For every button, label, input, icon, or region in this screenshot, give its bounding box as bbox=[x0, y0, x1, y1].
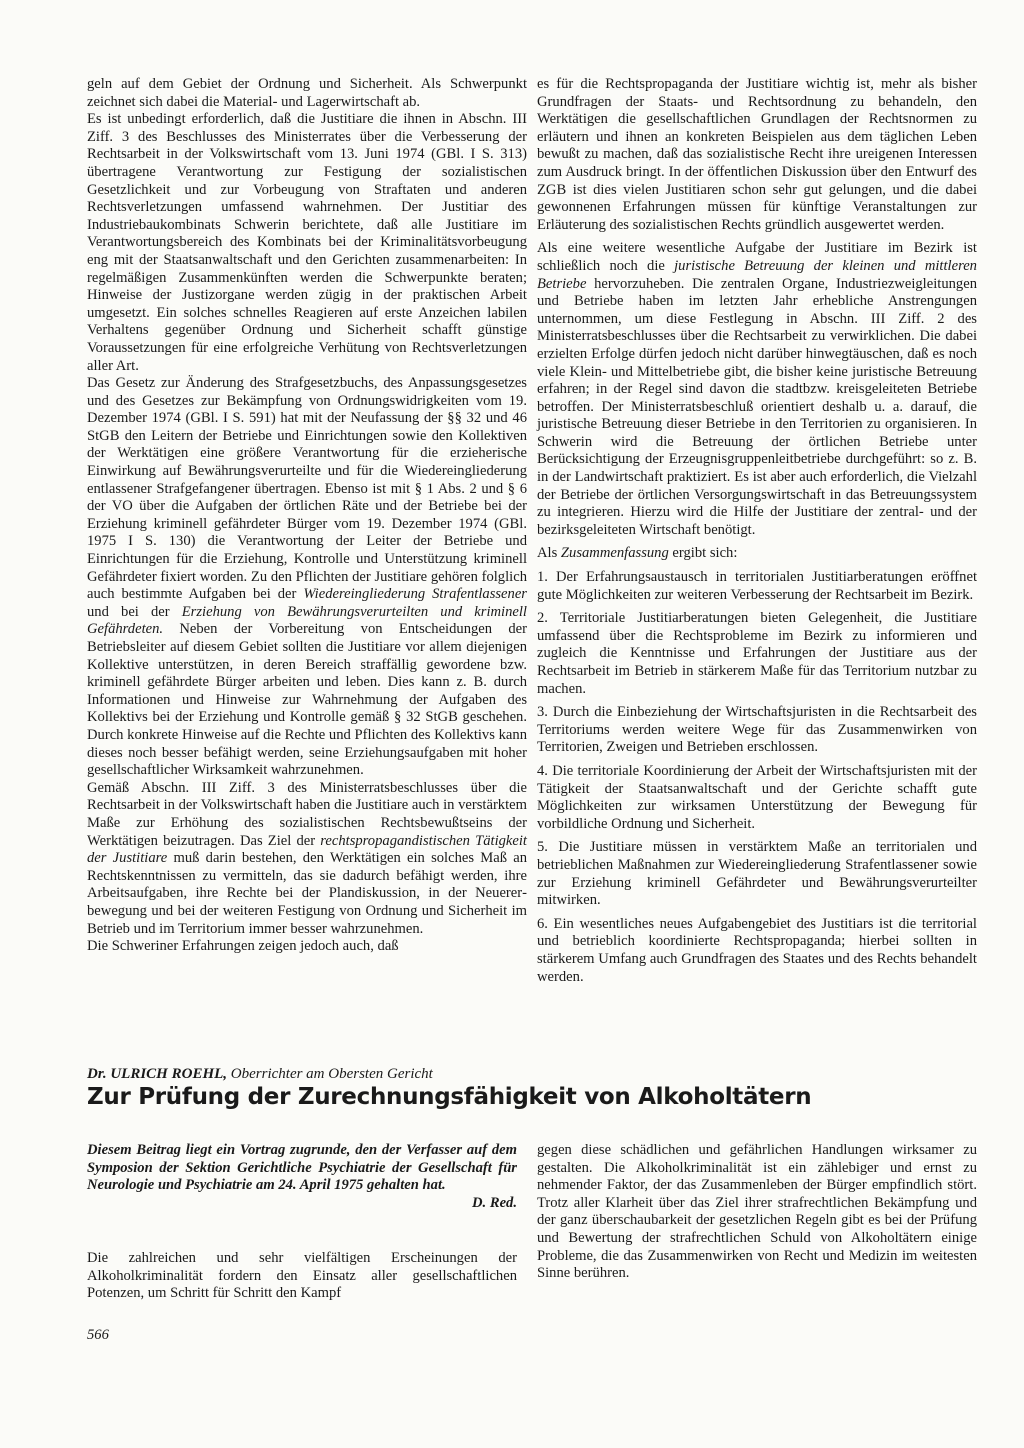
paragraph: Die zahlreichen und sehr vielfältigen Erscheinungen der Alkoholkriminalität fordern den Einsatz aller gesellschaftlichen Potenzen, um Schritt für Schritt den Kampf bbox=[87, 1250, 517, 1302]
summary-item: 2. Territoriale Justitiarberatungen bieten Gelegenheit, die Justitiare umfassend über die Rechtsprobleme im Bezirk zu informieren und zugleich die Kenntnisse und Erfahrungen der Justitiare aus der Rechtsarbeit im Betrieb in stärkerem Maße für das Territorium nutzbar zu machen. bbox=[537, 610, 977, 697]
paragraph: Die Schweriner Erfahrungen zeigen jedoch auch, daß bbox=[87, 938, 399, 955]
article-body-right bbox=[537, 1142, 977, 1283]
summary-heading: Als Zusammenfassung ergibt sich: bbox=[537, 545, 738, 562]
right-column bbox=[537, 76, 977, 986]
paragraph: gegen diese schädlichen und gefährlichen Handlungen wirksamer zu gestalten. Die Alkoholkriminalität ist ein zählebiger und ernst zu nehmender Faktor, der das Zusammenleben der Bürger empfindlich stört. Trotz aller Klarheit über das Ziel ihrer strafrechtlichen Bekämpfung und der ganz überschaubarkeit der gesetzlichen Regeln gibt es bei der Prüfung und Bewertung der strafrechtlichen Schuld von Alkoholtätern einige Probleme, die das Zusammenwirken von Recht und Medizin im weitesten Sinne berühren. bbox=[537, 1142, 977, 1282]
paragraph: Es ist unbedingt erforderlich, daß die Justitiare die ihnen in Abschn. III Ziff. 3 des Beschlusses des Ministerrates über die Verbesserung der Rechtsarbeit in der Volkswirtschaft vom 13. Juni 1974 (GBl. I S. 313) übertragene Verantwortung zur Festigung der sozialistischen Gesetzlichkeit und zur Vorbeugung von Straftaten und anderen Rechtsverletzungen umfassend wahrnehmen. Der Justitiar des Industriebaukombinats Schwerin berichtete, daß alle Justitiare im Verantwortungsbereich des Kombinats bei der Kriminalitätsvorbeugung eng mit der Staatsanwaltschaft und den Gerichten zusammenarbeiten: In regelmäßigen Zusammenkünften werden die Schwerpunkte beraten; Hinweise der Justizorgane werden zügig in der praktischen Arbeit umgesetzt. Ein solches schnelles Reagieren auf erste Anzeichen labilen Verhaltens gegenüber Ordnung und Sicherheit schafft günstige Voraussetzungen für eine erfolgreiche Verhütung von Rechtsverletzungen aller Art. bbox=[87, 111, 527, 374]
abstract-signature: D. Red. bbox=[472, 1194, 517, 1211]
article-body-left bbox=[87, 1250, 517, 1303]
paragraph: Als eine weitere wesentliche Aufgabe der Justitiare im Bezirk ist schließlich noch die juristische Betreuung der kleinen und mittleren Betriebe hervorzuheben. Die zentralen Organe, Industriezweigleitungen und Betriebe haben im letzten Jahr erhebliche Anstrengungen unternommen, um diese Festlegung in Abschn. III Ziff. 2 des Ministerratsbeschlusses über die Rechtsarbeit zu verwirklichen. Die dabei erzielten Erfolge dürfen jedoch nicht darüber hinwegtäuschen, daß es noch viele Klein- und Mittelbetriebe gibt, die bisher keine juristische Betreuung erfahren; in der Regel sind davon die stadtbzw. kreisgeleiteten Betriebe betroffen. Der Ministerratsbeschluß orientiert deshalb u. a. darauf, die juristische Betreuung dieser Betriebe in den Territorien zu organisieren. In Schwerin wird die Betreuung der örtlichen Betriebe unter Berücksichtigung der Erzeugnisgruppenleitbetriebe durchgeführt: so z. B. in der Landwirtschaft praktiziert. Es ist aber auch erforderlich, die Vielzahl der Betriebe der örtlichen Versorgungswirtschaft in das Betreuungssystem zu integrieren. Hierzu wird die Hilfe der Justitiare der zentral- und der bezirksgeleiteten Wirtschaft benötigt. bbox=[537, 240, 977, 538]
abstract-text: Diesem Beitrag liegt ein Vortrag zugrunde, den der Verfasser auf dem Symposion der Sektion Gerichtliche Psychiatrie der Gesellschaft für Neurologie und Psychiatrie am 24. April 1975 gehalten hat. bbox=[87, 1142, 517, 1194]
summary-item: 5. Die Justitiare müssen in verstärktem Maße an territorialen und betrieblichen Maßnahmen zur Wiedereingliederung Strafentlassener sowie zur Erziehung kriminell Gefährdeter und Bewährungsverurteilter mitwirken. bbox=[537, 839, 977, 909]
author-name: Dr. ULRICH ROEHL, bbox=[87, 1066, 228, 1082]
summary-item: 3. Durch die Einbeziehung der Wirtschaftsjuristen in die Rechtsarbeit des Territoriums werden weitere Wege für das Zusammenwirken von Territorien, Zweigen und Betrieben erschlossen. bbox=[537, 704, 977, 756]
left-column bbox=[87, 76, 527, 956]
summary-item: 6. Ein wesentliches neues Aufgabengebiet des Justitiars ist die territorial und betrieblich koordinierte Rechtspropaganda; hierbei sollten in stärkerem Umfang auch Grundfragen des Staates und des Rechts behandelt werden. bbox=[537, 915, 977, 985]
page-number: 566 bbox=[87, 1327, 109, 1343]
paragraph: Das Gesetz zur Änderung des Strafgesetzbuchs, des Anpassungsgesetzes und des Gesetzes zur Bekämpfung von Ordnungswidrigkeiten vom 19. Dezember 1974 (GBl. I S. 591) hat mit der Neufassung der §§ 32 und 46 StGB den Leitern der Betriebe und Einrichtungen sowie den Kollektiven der Werktätigen eine größere Verantwortung für die erzieherische Einwirkung auf Bewährungsverurteilte und für die Wiedereingliederung entlassener Strafgefangener übertragen. Ebenso ist mit § 1 Abs. 2 und § 6 der VO über die Aufgaben der örtlichen Räte und der Betriebe bei der Erziehung kriminell gefährdeter Bürger vom 19. Dezember 1974 (GBl. 1975 I S. 130) die Verantwortung der Leiter der Betriebe und Einrichtungen für die Erziehung, Kontrolle und Unterstützung kriminell Gefährdeter fixiert worden. Zu den Pflichten der Justitiare gehören folglich auch bestimmte Aufgaben bei der Wiedereingliederung Strafentlassener und bei der Erziehung von Bewährungsverurteilten und kriminell Gefährdeten. Neben der Vorbereitung von Entscheidungen der Betriebsleiter auf diesem Gebiet sollten die Justitiare vor allem diejenigen Kollektive unterstützen, in deren Bereich straffällig gewordene bzw. kriminell gefährdete Bürger arbeiten und leben. Dies kann z. B. durch Informationen und Hinweise zur Wahrnehmung der Aufgaben des Kollektivs bei der Erziehung und Kontrolle gemäß § 32 StGB geschehen. Durch konkrete Hinweise auf die Rechte und Pflichten des Kollektivs kann dieses noch besser befähigt werden, seine Erziehungsaufgaben mit hoher gesellschaftlicher Wirksamkeit wahrzunehmen. bbox=[87, 375, 527, 779]
article-abstract bbox=[87, 1142, 517, 1212]
paragraph: geln auf dem Gebiet der Ordnung und Sicherheit. Als Schwerpunkt zeichnet sich dabei die Material- und Lagerwirtschaft ab. bbox=[87, 76, 527, 110]
paragraph: Gemäß Abschn. III Ziff. 3 des Ministerratsbeschlusses über die Rechtsarbeit in der Volkswirtschaft haben die Justitiare auch in verstärktem Maße zur Erhöhung des sozialistischen Rechtsbewußtseins der Werktätigen beizutragen. Das Ziel der rechtspropagandistischen Tätigkeit der Justitiare muß darin bestehen, den Werktätigen ein solches Maß an Rechtskenntnissen zu vermitteln, das sie dadurch befähigt werden, ihre Arbeitsaufgaben, ihre Rechte bei der Plandiskussion, in der Neuererbewegung und bei der weiteren Festigung von Ordnung und Sicherheit im Betrieb und im Territorium immer besser wahrzunehmen. bbox=[87, 779, 528, 937]
summary-item: 1. Der Erfahrungsaustausch in territorialen Justitiarberatungen eröffnet gute Möglichkeiten zur weiteren Verbesserung der Rechtsarbeit im Bezirk. bbox=[537, 569, 977, 603]
author-role: Oberrichter am Obersten Gericht bbox=[230, 1066, 433, 1082]
article-author bbox=[87, 1066, 967, 1083]
paragraph: es für die Rechtspropaganda der Justitiare wichtig ist, mehr als bisher Grundfragen der Staats- und Rechtsordnung zu behandeln, den Werktätigen die gesellschaftlichen Grundlagen der Rechtsnormen zu erläutern und ihnen an konkreten Beispielen aus dem täglichen Leben bewußt zu machen, daß das sozialistische Recht ihre ureigenen Interessen zum Ausdruck bringt. In der öffentlichen Diskussion über den Entwurf des ZGB ist dies vielen Justitiaren schon sehr gut gelungen, und die dabei gewonnenen Erfahrungen müssen für künftige Veranstaltungen zur Erläuterung des sozialistischen Rechts gründlich ausgewertet werden. bbox=[537, 76, 977, 233]
summary-item: 4. Die territoriale Koordinierung der Arbeit der Wirtschaftsjuristen mit der Tätigkeit der Staatsanwaltschaft und der Gerichte schafft gute Möglichkeiten zur wirksamen Unterstützung der Bewegung für vorbildliche Ordnung und Sicherheit. bbox=[537, 762, 977, 832]
article-title: Zur Prüfung der Zurechnungsfähigkeit von Alkoholtätern bbox=[87, 1084, 812, 1110]
